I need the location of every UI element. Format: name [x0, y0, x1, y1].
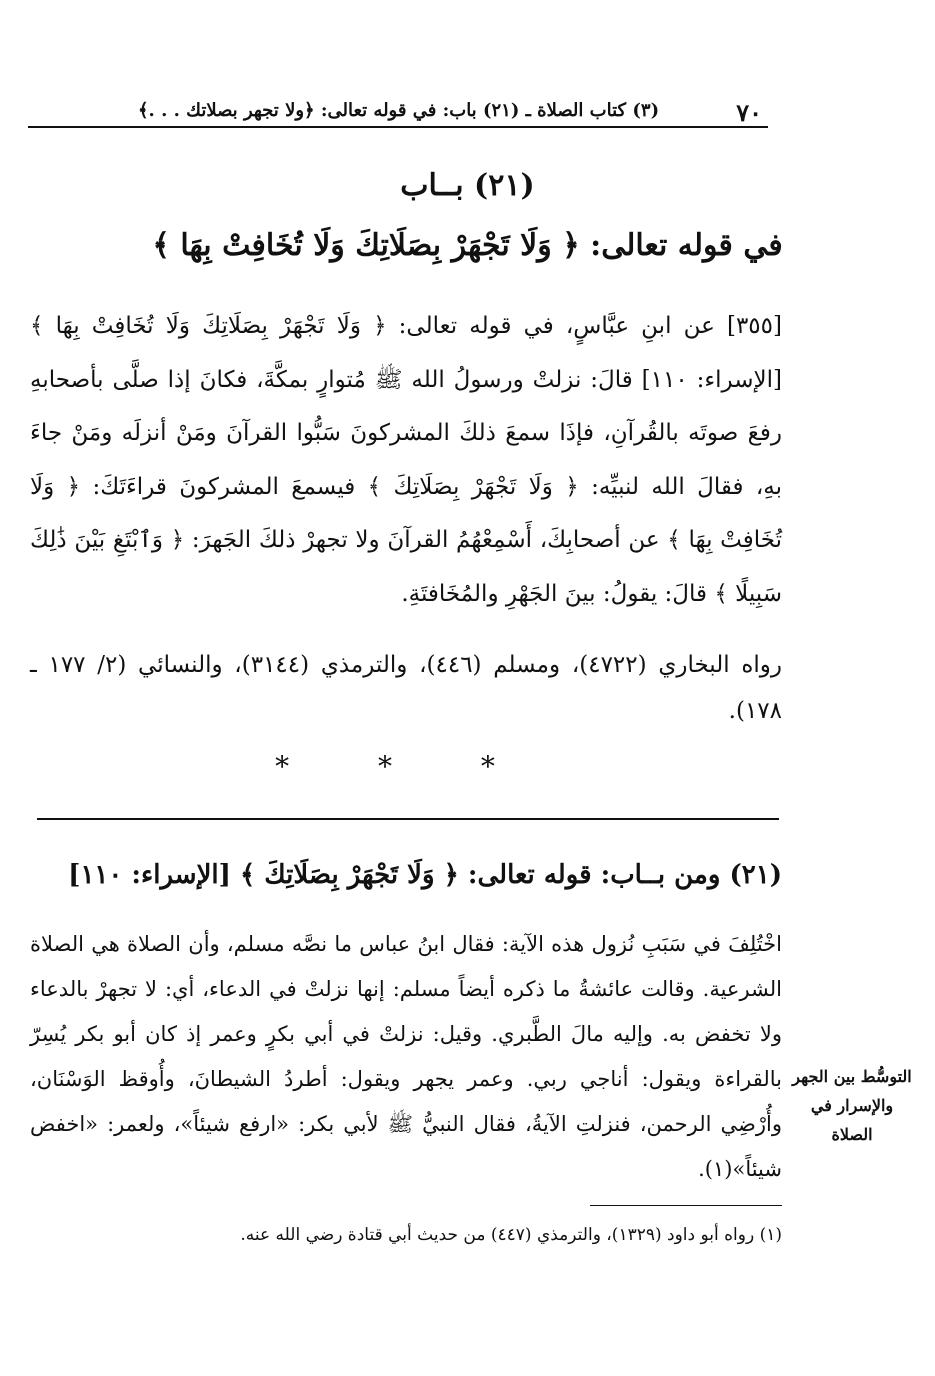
- hadith-text: [٣٥٥] عن ابنِ عبَّاسٍ، في قوله تعالى: ﴿ وَلَا تَجْهَرْ بِصَلَاتِكَ وَلَا تُخَافِتْ بِهَا ﴾ [الإسراء: ١١٠] قالَ: نزلتْ ورسولُ الله ﷺ مُتوارٍ بمكَّةَ، فكانَ إذا صلَّى بأصحابهِ رفعَ صوتَه بالقُرآنِ، فإذَا سمعَ ذلكَ المشركونَ سَبُّوا القرآنَ ومَنْ أنزلَه ومَنْ جاءَ بهِ، فقالَ الله لنبيِّه: ﴿ وَلَا تَجْهَرْ بِصَلَاتِكَ ﴾ فيسمعَ المشركونَ قراءَتَكَ: ﴿ وَلَا تُخَافِتْ بِهَا ﴾ عن أصحابِكَ، أَسْمِعْهُمُ القرآنَ ولا تجهرْ ذلكَ الجَهرَ: ﴿ وَٱبْتَغِ بَيْنَ ذَٰلِكَ سَبِيلًا ﴾ قالَ: يقولُ: بينَ الجَهْرِ والمُخَافتَةِ.: [30, 313, 782, 607]
- page-header: [28, 92, 768, 128]
- footnote-divider: [590, 1205, 782, 1206]
- hadith-citation: رواه البخاري (٤٧٢٢)، ومسلم (٤٤٦)، والترمذي (٣١٤٤)، والنسائي (٢/ ١٧٧ ـ ١٧٨).: [30, 652, 783, 724]
- running-title: (٣) كتاب الصلاة ـ (٢١) باب: في قوله تعالى: ﴿ولا تجهر بصلاتك . . .﴾: [138, 100, 660, 121]
- section-separator: * * *: [275, 750, 535, 783]
- margin-note: التوسُّط بين الجهر والإسرار في الصلاة: [792, 1067, 912, 1144]
- footnote: (١) رواه أبو داود (١٣٢٩)، والترمذي (٤٤٧) من حديث أبي قتادة رضي الله عنه.: [240, 1225, 782, 1245]
- commentary-heading: (٢١) ومن بــاب: قوله تعالى: ﴿ وَلَا تَجْهَرْ بِصَلَاتِكَ ﴾ [الإسراء: ١١٠]: [68, 860, 782, 890]
- chapter-number: (٢١) بــاب: [400, 168, 535, 203]
- commentary-text: اخْتُلِفَ في سَبَبِ نُزول هذه الآية: فقال ابنُ عباس ما نصَّه مسلم، وأن الصلاة هي الصلاة الشرعية. وقالت عائشةُ ما ذكره أيضاً مسلم: إنها نزلتْ في الدعاء، أي: لا تجهرْ بالدعاء ولا تخفض به. وإليه مالَ الطَّبري. وقيل: نزلتْ في أبي بكرٍ وعمر إذ كان أبو بكر يُسِرّ بالقراءة ويقول: أناجي ربي. وعمر يجهر ويقول: أطردُ الشيطانَ، وأُوقظ الوَسْنَان، وأُرْضِي الرحمن، فنزلتِ الآيةُ، فقال النبيُّ ﷺ لأبي بكر: «ارفع شيئاً»، ولعمر: «اخفض شيئاً»(١).: [30, 932, 782, 1181]
- chapter-title: في قوله تعالى: ﴿ وَلَا تَجْهَرْ بِصَلَاتِكَ وَلَا تُخَافِتْ بِهَا ﴾: [152, 228, 783, 263]
- page-number: ٧٠: [736, 98, 762, 127]
- commentary-divider: [37, 818, 779, 820]
